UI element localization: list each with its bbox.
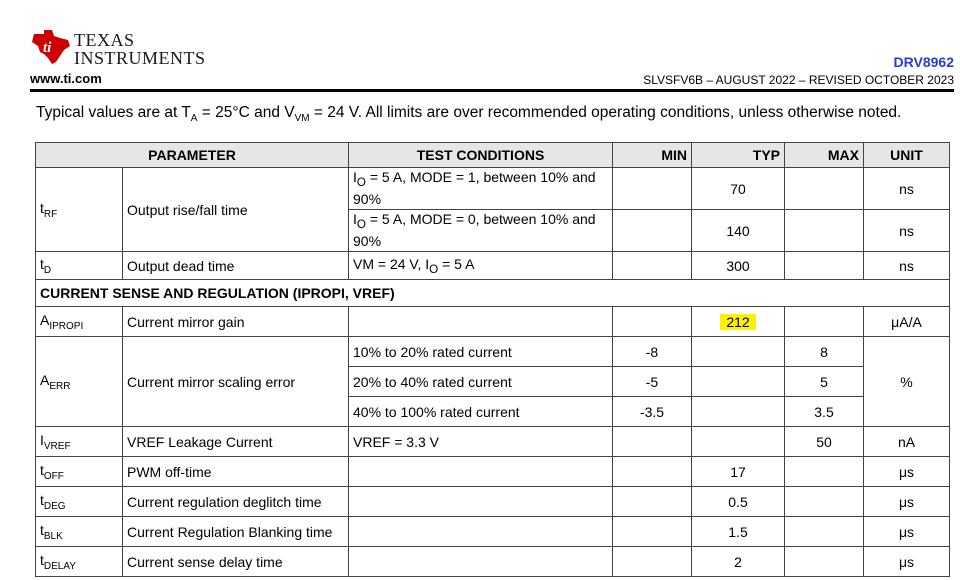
parameter-cell: Output rise/fall time — [123, 168, 349, 252]
min-cell: -8 — [613, 337, 692, 367]
symbol-subscript: D — [43, 264, 52, 276]
highlighted-value: 212 — [720, 314, 755, 330]
max-cell — [785, 517, 864, 547]
symbol-cell — [36, 252, 123, 280]
doc-revision: SLVSFV6B – AUGUST 2022 – REVISED OCTOBER 2023 — [643, 73, 954, 87]
typ-cell: 140 — [692, 210, 785, 252]
symbol-subscript: BLK — [43, 530, 63, 542]
max-cell — [785, 487, 864, 517]
condition-text: I — [353, 211, 357, 228]
symbol-cell — [36, 337, 123, 427]
parameter-cell: Output dead time — [123, 252, 349, 280]
header-typ: TYP — [692, 143, 785, 168]
condition-cell — [349, 487, 613, 517]
symbol-subscript: ERR — [49, 380, 71, 392]
parameter-cell: Current regulation deglitch time — [123, 487, 349, 517]
note-subscript: A — [190, 113, 198, 125]
section-row — [36, 280, 950, 307]
symbol-text: I — [40, 431, 44, 448]
note-text: Typical values are at T — [36, 104, 191, 121]
condition-cell: 40% to 100% rated current — [349, 397, 613, 427]
max-cell — [785, 547, 864, 577]
table-row — [36, 168, 950, 210]
min-cell — [613, 517, 692, 547]
symbol-cell — [36, 427, 123, 457]
symbol-subscript: VREF — [43, 440, 71, 452]
max-cell — [785, 252, 864, 280]
electrical-characteristics-table — [35, 142, 950, 577]
typ-cell: 2 — [692, 547, 785, 577]
min-cell — [613, 487, 692, 517]
typ-cell: 300 — [692, 252, 785, 280]
header-rule — [30, 89, 954, 92]
min-cell — [613, 252, 692, 280]
symbol-subscript: OFF — [43, 470, 64, 482]
condition-cell: VREF = 3.3 V — [349, 427, 613, 457]
parameter-cell: Current sense delay time — [123, 547, 349, 577]
min-cell — [613, 210, 692, 252]
typ-cell: 70 — [692, 168, 785, 210]
table-row — [36, 252, 950, 280]
min-cell — [613, 307, 692, 337]
table-row — [36, 517, 950, 547]
header-max: MAX — [785, 143, 864, 168]
svg-text:ti: ti — [43, 40, 52, 56]
min-cell — [613, 168, 692, 210]
table-row — [36, 547, 950, 577]
parameter-cell: Current mirror gain — [123, 307, 349, 337]
symbol-cell — [36, 547, 123, 577]
ti-texas-logo-icon — [30, 28, 72, 66]
max-cell — [785, 307, 864, 337]
condition-subscript: O — [356, 175, 366, 189]
unit-cell: ns — [864, 252, 950, 280]
condition-text: VM = 24 V, I — [353, 255, 430, 272]
typ-cell — [692, 427, 785, 457]
symbol-cell — [36, 307, 123, 337]
max-cell: 5 — [785, 367, 864, 397]
symbol-text: t — [40, 199, 44, 216]
symbol-text: t — [40, 521, 44, 538]
symbol-text: t — [40, 255, 44, 272]
max-cell: 50 — [785, 427, 864, 457]
typ-cell — [692, 367, 785, 397]
symbol-cell — [36, 517, 123, 547]
table-row — [36, 457, 950, 487]
min-cell: -5 — [613, 367, 692, 397]
symbol-cell — [36, 457, 123, 487]
condition-cell — [349, 517, 613, 547]
typ-cell: 1.5 — [692, 517, 785, 547]
table-header-row — [36, 143, 950, 168]
min-cell — [613, 457, 692, 487]
unit-cell: μA/A — [864, 307, 950, 337]
symbol-subscript: DEG — [43, 500, 66, 512]
conditions-note — [36, 103, 936, 128]
typ-cell — [692, 397, 785, 427]
condition-text: = 5 A, MODE = 1, between 10% and 90% — [353, 169, 596, 207]
header-min: MIN — [613, 143, 692, 168]
condition-text: = 5 A, MODE = 0, between 10% and 90% — [353, 211, 596, 249]
unit-cell: % — [864, 337, 950, 427]
min-cell: -3.5 — [613, 397, 692, 427]
max-cell — [785, 168, 864, 210]
note-text: = 25°C and V — [197, 104, 295, 121]
unit-cell: nA — [864, 427, 950, 457]
min-cell — [613, 427, 692, 457]
unit-cell: μs — [864, 547, 950, 577]
symbol-text: t — [40, 551, 44, 568]
symbol-text: t — [40, 461, 44, 478]
unit-cell: ns — [864, 168, 950, 210]
note-text: = 24 V. All limits are over recommended operating conditions, unless otherwise noted. — [309, 104, 902, 121]
condition-text: I — [353, 169, 357, 186]
parameter-cell: Current Regulation Blanking time — [123, 517, 349, 547]
symbol-cell — [36, 487, 123, 517]
max-cell — [785, 457, 864, 487]
typ-cell — [692, 307, 785, 337]
website-link[interactable]: www.ti.com — [30, 71, 102, 86]
symbol-subscript: IPROPI — [49, 320, 84, 332]
parameter-cell: VREF Leakage Current — [123, 427, 349, 457]
condition-cell — [349, 457, 613, 487]
section-title: CURRENT SENSE AND REGULATION (IPROPI, VREF) — [36, 280, 950, 307]
symbol-cell — [36, 168, 123, 252]
note-subscript: VM — [294, 113, 310, 125]
typ-cell: 0.5 — [692, 487, 785, 517]
condition-cell — [349, 547, 613, 577]
table-row — [36, 307, 950, 337]
condition-cell — [349, 168, 613, 210]
parameter-cell: Current mirror scaling error — [123, 337, 349, 427]
header-unit: UNIT — [864, 143, 950, 168]
symbol-subscript: DELAY — [43, 560, 76, 572]
condition-subscript: O — [429, 262, 439, 276]
symbol-text: t — [40, 491, 44, 508]
ti-logo[interactable] — [30, 26, 220, 70]
typ-cell: 17 — [692, 457, 785, 487]
min-cell — [613, 547, 692, 577]
condition-cell — [349, 307, 613, 337]
typ-cell — [692, 337, 785, 367]
table-row — [36, 337, 950, 367]
logo-text-texas: TEXAS — [74, 30, 135, 50]
symbol-text: A — [40, 371, 50, 388]
header-test-conditions: TEST CONDITIONS — [349, 143, 613, 168]
symbol-text: A — [40, 311, 50, 328]
header-parameter: PARAMETER — [36, 143, 349, 168]
condition-cell — [349, 252, 613, 280]
condition-subscript: O — [356, 217, 366, 231]
condition-cell: 10% to 20% rated current — [349, 337, 613, 367]
condition-cell: 20% to 40% rated current — [349, 367, 613, 397]
unit-cell: μs — [864, 487, 950, 517]
doc-number-link[interactable]: DRV8962 — [893, 54, 954, 70]
max-cell: 8 — [785, 337, 864, 367]
unit-cell: μs — [864, 517, 950, 547]
unit-cell: μs — [864, 457, 950, 487]
condition-text: = 5 A — [438, 255, 475, 272]
logo-text-instruments: INSTRUMENTS — [74, 48, 206, 68]
symbol-subscript: RF — [43, 208, 58, 220]
unit-cell: ns — [864, 210, 950, 252]
table-row — [36, 427, 950, 457]
max-cell — [785, 210, 864, 252]
table-row — [36, 487, 950, 517]
max-cell: 3.5 — [785, 397, 864, 427]
condition-cell — [349, 210, 613, 252]
parameter-cell: PWM off-time — [123, 457, 349, 487]
